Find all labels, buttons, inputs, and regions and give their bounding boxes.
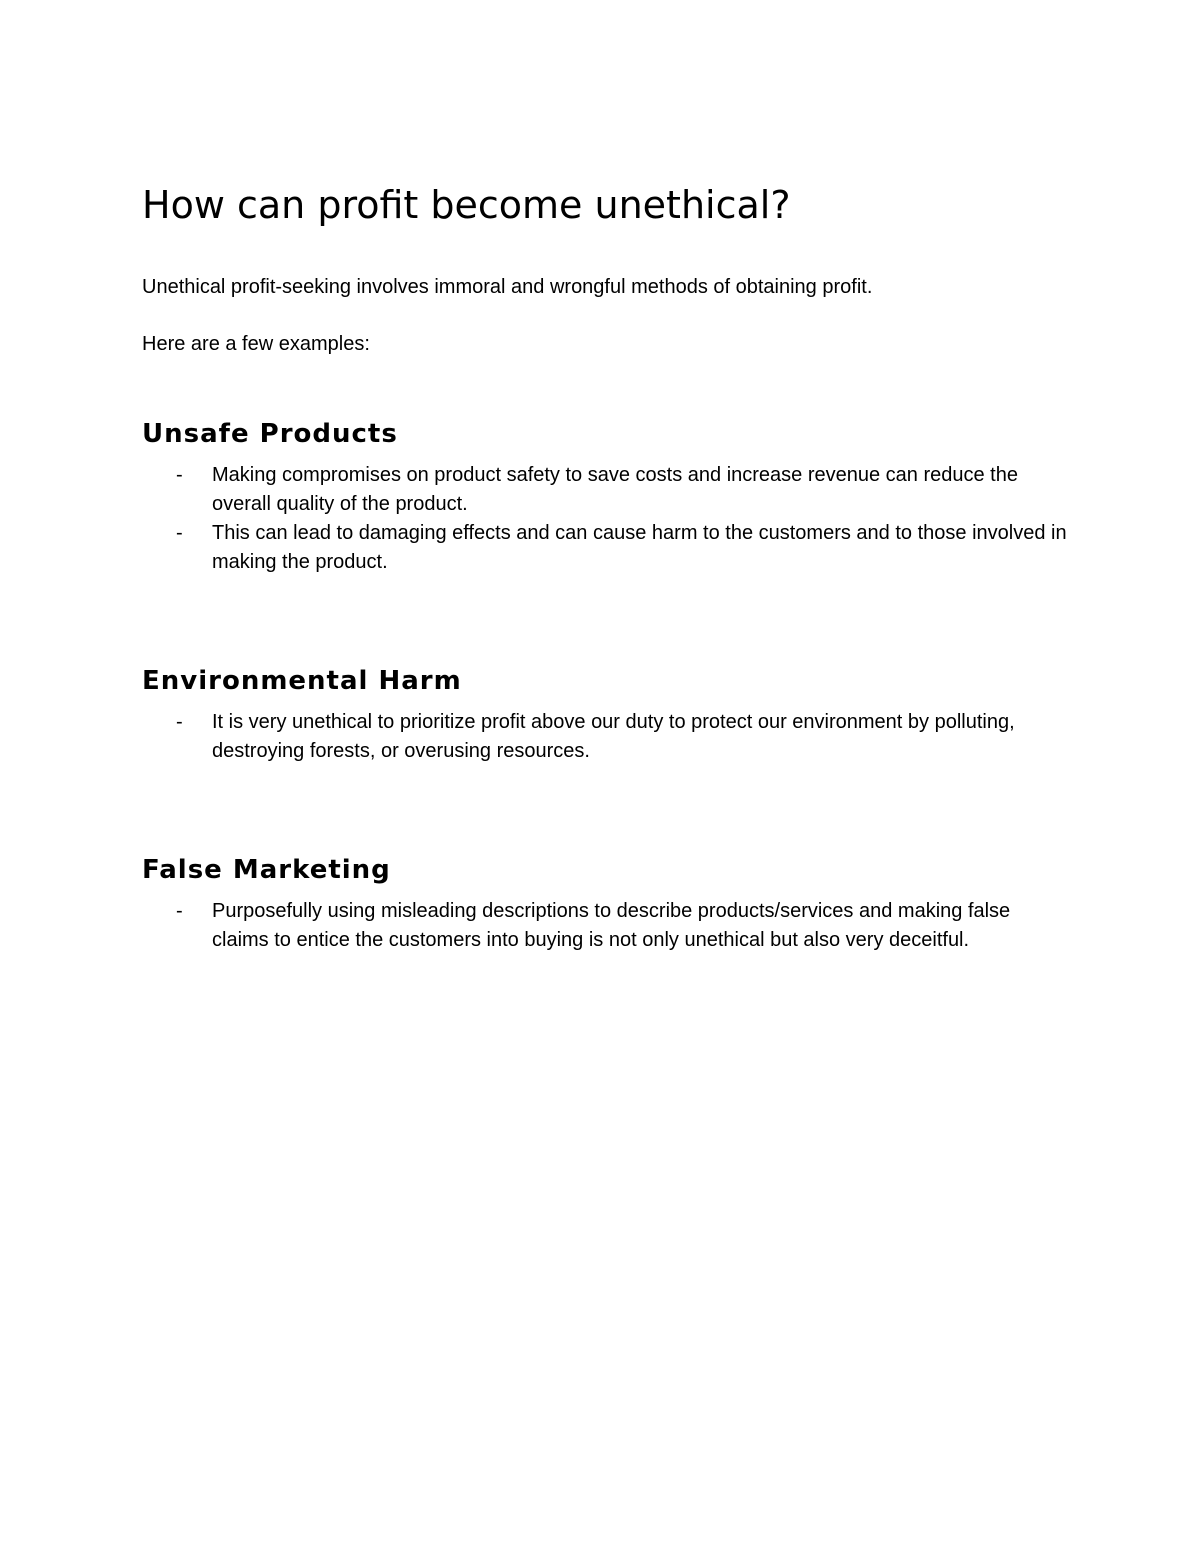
list-item-text: This can lead to damaging effects and can cause harm to the customers and to those involved in making the product. [212,522,1067,573]
bullet-list-false-marketing [172,897,1072,955]
list-item [172,897,1072,955]
bullet-marker: - [176,900,183,922]
intro-paragraph: Unethical profit-seeking involves immoral and wrongful methods of obtaining profit. [142,276,873,298]
list-item [172,461,1072,519]
bullet-marker: - [176,522,183,544]
bullet-marker: - [176,464,183,486]
list-item [172,519,1072,577]
bullet-list-unsafe-products [172,461,1072,577]
page-title: How can profit become unethical? [142,183,791,227]
section-heading-unsafe-products: Unsafe Products [142,419,398,449]
list-item-text: Making compromises on product safety to save costs and increase revenue can reduce the overall quality of the product. [212,464,1018,515]
list-item-text: Purposefully using misleading descriptions to describe products/services and making false claims to entice the customers into buying is not only unethical but also very deceitful. [212,900,1011,951]
lead-paragraph: Here are a few examples: [142,333,370,355]
bullet-list-environmental-harm [172,708,1072,766]
list-item [172,708,1072,766]
bullet-marker: - [176,711,183,733]
list-item-text: It is very unethical to prioritize profit above our duty to protect our environment by polluting, destroying forests, or overusing resources. [212,711,1015,762]
section-heading-false-marketing: False Marketing [142,855,391,885]
section-heading-environmental-harm: Environmental Harm [142,666,462,696]
